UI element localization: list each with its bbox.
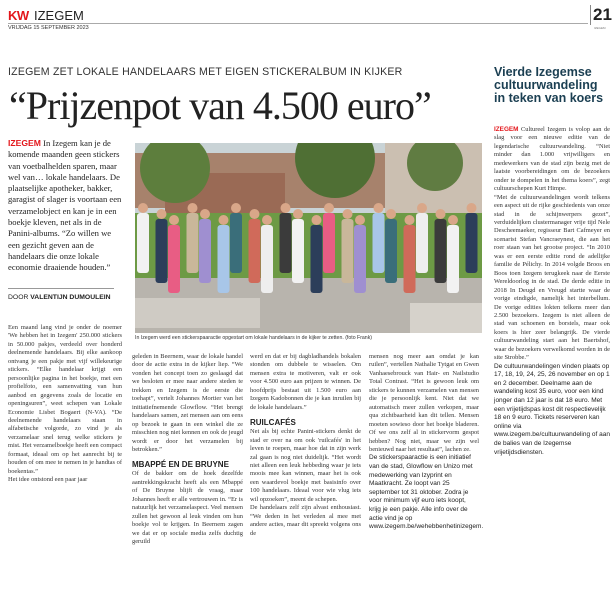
article-column-2 <box>132 353 243 547</box>
person-figure <box>280 213 292 273</box>
person-head <box>448 215 458 225</box>
byline <box>8 294 111 303</box>
paragraph: Of de bakker om de hoek dezelfde aantrekkingskracht heeft als een Mbappé of De Bruyne blijft de vraag, maar Johannes heeft er alle vertrouwen in. “Er is natuurlijk het verzamelaspect. Veel mensen zullen het gewoon al leuk vinden om hun boekje vol te krijgen. In Beernem zagen we dat er op sociale media zelfs duchtig geruild <box>132 470 243 546</box>
paragraph: geleden in Beernem, waar de lokale handel door de actie extra in de kijker liep. “We vonden het concept toen zo geslaagd dat we besloten er mee naar andere steden te trekken en Izegem is de eerste die toehapt”, vertelt Johannes Mortier van het initiatiefnemende Glowflow. “Het brengt handelaars samen, zet mensen aan om eens op bezoek te gaan in een winkel die ze misschien nog niet kennen en ook de jeugd wordt er door het verzamelen bij betrokken.” <box>132 353 243 453</box>
sidebar-headline: Vierde Izegemse cultuurwandeling in teken van koers <box>494 65 604 105</box>
person-head <box>417 203 427 213</box>
subheading: RUILCAFÉS <box>250 418 296 428</box>
intro-tag: IZEGEM <box>8 138 41 148</box>
article-column-4 <box>369 353 484 532</box>
byline-prefix: DOOR <box>8 294 31 301</box>
person-figure <box>261 225 273 293</box>
paragraph: Een maand lang vind je onder de noemer 'We hebben het in Izegem' 250.000 stickers in 50.000 pakjes, verdeeld over honderd deelnemende handelaars. Bij elke aankoop ontvang je een pakje met vijf willekeurige stickers. “Elke handelaar krijgt een persoonlijke pagina in het boekje, met een profielfoto, een samenvatting van hun aanbod en gegevens zoals de locatie en openingsuren”, weet schepen van Lokale Economie Lisbet Bogaert (N-VA). “De deelnemende handelaars staan in alfabetische volgorde, zo vind je als verzamelaar snel terug welke stickers je mist. Het verzamelboekje heeft een compact formaat, ideaal om op het aanrecht bij te houden of om mee te nemen in je handtas of boekentas.” <box>8 324 122 475</box>
sidebar-tag: IZEGEM <box>494 126 519 133</box>
article-intro <box>8 138 124 274</box>
sidebar-text: Cultureel Izegem is volop aan de slag voor een nieuwe editie van de legendarische cultuurwandeling. “Niet minder dan 1.000 vrijwilligers en medewerkers van de stad zijn bezig met de laatste voorbereidingen om de bezoekers onder te dompelen in het thema koers”, zegt cultuurschepen Kurt Himpe. <box>494 126 610 193</box>
person-figure <box>156 219 168 283</box>
paragraph <box>494 126 610 194</box>
intro-text: In Izegem kan je de komende maanden geen stickers van voetbalhelden sparen, maar wel van… lokale handelaars. De plaatselijke apotheker, bakker, garagist of slager is voortaan een verzamelobject en kan je in een boekje kleven, net als in de Panini-albums. “Zo willen we een gezicht geven aan de handelaars die onze lokale economie draaiende houden.” <box>8 138 122 273</box>
paragraph: “Met de cultuurwandelingen wordt telkens een aspect uit de rijke geschiedenis van onze stad in de schijnwerpers gezet”, verduidelijken clustermanager vrije tijd Nele Descheemaeker, regisseur Bart Cafmeyer en scenarist Stefan Vancraeynest, die aan het roer staan van het grootse project. “In 2010 was er een eerste editie rond de adellijke familie de Pélichy. In 2014 volgde Broos en Boos toen Izegem terugkeek naar de Eerste Wereldoorlog in de stad. De derde editie in 2018 In Deugd en Vreugd startte waar de vorige eindigde, namelijk het interbellum. De vorige edities lokten telkens meer dan 2.500 bezoekers. Izegem is niet alleen de stad van schoenen en borstels, maar ook koers is hier zeer belangrijk. De vierde cultuurwandeling start aan het Baertshof, waar de bezoekers verwelkomd worden in de site Strobbe.” <box>494 193 610 362</box>
person-figure <box>218 225 230 293</box>
article-column-1 <box>8 324 122 485</box>
person-head <box>188 203 198 213</box>
paragraph: mensen nog meer aan omdat je kan ruilen”, vertellen Nathalie Tytgat en Gwen Vanhaesebrouck van Hair- en Nailstudio Total Contrast. “Het is gewoon leuk om stickers te kunnen verzamelen van mensen die je persoonlijk kent. Niet dat we automatisch meer zullen verkopen, maar qua zichtbaarheid kan dit tellen. Mensen moeten sowieso door het boekje bladeren. Of we ons zelf al in stickervorm gespot hebben? Nog niet, maar we zijn wel benieuwd naar het resultaat”, lachen ze. <box>369 353 479 453</box>
issue-date: VRIJDAG 15 SEPTEMBER 2023 <box>8 25 89 31</box>
person-figure <box>168 225 180 293</box>
person-figure <box>404 225 416 293</box>
person-head <box>219 215 229 225</box>
subheading: MBAPPÉ EN DE BRUYNE <box>132 460 229 470</box>
person-figure <box>435 219 447 283</box>
person-figure <box>323 213 335 273</box>
person-figure <box>385 219 397 283</box>
kw-logo: KW <box>8 8 29 23</box>
paragraph: werd en dat er bij dagbladhandels bokalen stonden om dubbele te wisselen. Om mensen extra te motiveren, valt er ook voor 4.500 euro aan prijzen te winnen. De hoofdprijs bestaat uit 1.500 euro aan Izegem Kadobonnen die je kan inruilen bij de lokale handelaars.” <box>250 353 361 411</box>
person-figure <box>137 213 149 273</box>
info-box: De stickerspaaractie is een initiatief van de stad, Glowflow en Unizo met medewerking van Izyprint en Maatkracht. Ze loopt van 25 september tot 31 oktober. Zodra je voor minimum vijf euro iets koopt, krijg je een pakje. Alle info over de actie vind je op www.izegem.be/wehebbenhetinizegem. <box>369 454 484 531</box>
person-head <box>324 203 334 213</box>
page-sub: IZEGEM <box>594 26 606 30</box>
person-head <box>374 203 384 213</box>
person-head <box>467 203 477 213</box>
header-divider <box>8 23 588 24</box>
person-head <box>312 215 322 225</box>
paragraph: Net als bij echte Panini-stickers denkt de stad er over na om ook 'ruilcafés' in het leven te roepen, maar hoe dat in zijn werk zal gaan is nog niet duidelijk. “Het wordt niet alleen een leuk hebbeding waar je iets moois mee kan winnen, maar het is ook een waardevol boekje met basisinfo over 100 handelaars. Ideaal voor wie vlug iets wil opzoeken”, meent de schepen. <box>250 428 361 503</box>
person-figure <box>342 219 354 283</box>
photo-caption: In Izegem werd een stickerspaaractie opgestart om lokale handelaars in de kijker te zetten. (foto Frank) <box>135 335 373 341</box>
person-head <box>262 215 272 225</box>
person-head <box>355 215 365 225</box>
person-head <box>157 209 167 219</box>
person-figure <box>466 213 478 273</box>
person-figure <box>230 213 242 273</box>
paragraph: De handelaars zelf zijn alvast enthousiast. “We deden in het verleden al mee met andere acties, maar dit spreekt volgens ons de <box>250 504 361 537</box>
person-head <box>231 203 241 213</box>
author-name: VALENTIJN DUMOULEIN <box>30 294 111 301</box>
sidebar-article <box>494 126 610 457</box>
person-head <box>293 209 303 219</box>
sidebar-info: De cultuurwandelingen vinden plaats op 17, 18, 19, 24, 25, 26 november en op 1 en 2 december. Deelname aan de wandeling kost 35 euro, voor een kind jonger dan 12 jaar is dat 18 euro. Met een vrijetijdspas kost dit respectievelijk 18 en 9 euro. Tickets reserveren kan online via www.izegem.be/cultuurwandeling of aan de balies van de Izegemse vrijetijdsdiensten. <box>494 362 610 456</box>
person-figure <box>187 213 199 273</box>
person-head <box>169 215 179 225</box>
section-name: IZEGEM <box>34 8 84 23</box>
article-kicker: IZEGEM ZET LOKALE HANDELAARS MET EIGEN STICKERALBUM IN KIJKER <box>8 66 403 78</box>
group-photo <box>135 143 482 333</box>
person-figure <box>416 213 428 273</box>
person-head <box>343 209 353 219</box>
person-figure <box>373 213 385 273</box>
person-figure <box>354 225 366 293</box>
person-head <box>281 203 291 213</box>
article-column-3 <box>250 353 361 538</box>
person-figure <box>249 219 261 283</box>
byline-divider <box>8 288 114 289</box>
paragraph: Het idee ontstond een paar jaar <box>8 476 88 484</box>
person-figure <box>311 225 323 293</box>
person-head <box>138 203 148 213</box>
person-figure <box>199 219 211 283</box>
person-head <box>405 215 415 225</box>
person-head <box>436 209 446 219</box>
person-figure <box>292 219 304 283</box>
person-head <box>200 209 210 219</box>
article-headline: “Prijzenpot van 4.500 euro” <box>9 83 431 128</box>
person-figure <box>447 225 459 293</box>
person-head <box>386 209 396 219</box>
page-number: 21 <box>590 5 612 25</box>
person-head <box>250 209 260 219</box>
